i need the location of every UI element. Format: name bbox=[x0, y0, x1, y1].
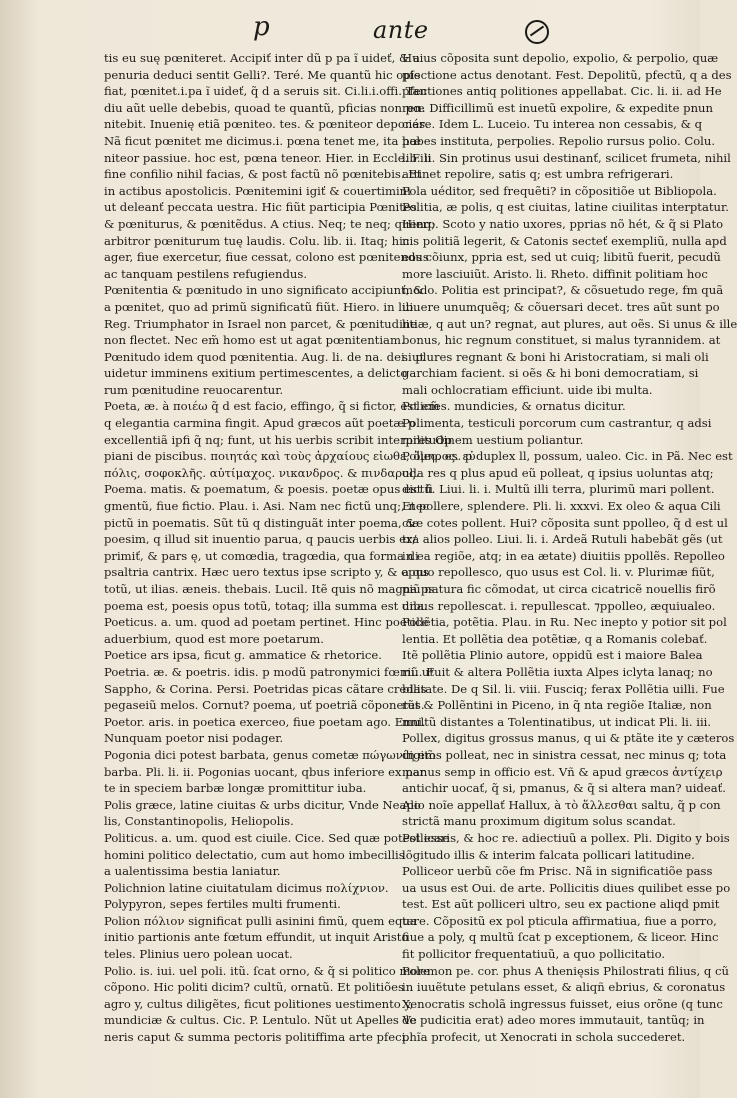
text-line: Politicus. a. um. quod est ciuile. Cice. Sed quæ potest esse bbox=[104, 830, 450, 845]
text-line: in ea regiõe, atq; in ea ætate) diuitiis ppollẽs. Repolleo bbox=[402, 548, 725, 563]
text-line: Reg. Triumphator in Israel non parcet, & pœnitudine bbox=[104, 316, 418, 331]
text-line: ac tanquam pestilens refugiendus. bbox=[104, 266, 308, 281]
text-line: piani de piscibus. ποιητάς καὶ τοὺς ἀρχαίους εἰωθε, ὅμηρος. εὐ bbox=[104, 449, 476, 464]
text-line: de pudicitia erat) adeo mores immutauit, tantũq; in bbox=[402, 1013, 705, 1028]
text-line: niteor passiue. hoc est, pœna teneor. Hier. in Eccle. Fili bbox=[104, 150, 432, 165]
text-line: totũ, ut ilias. æneis. thebais. Lucil. Itẽ quis nõ magna ps bbox=[104, 582, 435, 596]
text-line: Poema. matis. & poematum, & poesis. poetæ opus est fi bbox=[104, 482, 433, 497]
text-line: Policies. mundicies, & ornatus dicitur. bbox=[402, 399, 626, 414]
text-line: ua usus est Oui. de arte. Pollicitis diues quilibet esse po bbox=[402, 880, 731, 895]
text-line: q elegantia carmina fingit. Apud græcos aũt poetæ p bbox=[104, 416, 416, 431]
text-line: eos cõiunx, ppria est, sed ut cuiq; libitũ fuerit, pecudũ bbox=[402, 250, 721, 265]
text-line: a pœnitet, quo ad primũ significatũ fiũt. Hiero. in lib. bbox=[104, 299, 417, 314]
text-line: Pœnitudo idem quod pœnitentia. Aug. li. de na. dei. ut bbox=[104, 349, 425, 364]
text-line: tis eu suę pœniteret. Accipiť inter dũ p pa ĩ uideť, & a bbox=[104, 51, 420, 65]
text-line: cõpono. Hic politi dicim? cultũ, ornatũ. Et politiões bbox=[104, 980, 404, 995]
text-line: Politia, æ polis, q est ciuitas, latine ciuilitas interptatur. bbox=[402, 200, 729, 215]
text-line: lis, Constantinopolis, Heliopolis. bbox=[104, 814, 294, 829]
text-line: Hiero. Scoto y natio uxores, pprias nõ hét, & q̃ si Plato bbox=[402, 216, 724, 231]
text-line: fiue a poly, q multũ ſcat p exceptionem, & liceor. Hinc bbox=[402, 930, 719, 945]
text-line: Poetria. æ. & poetris. idis. p modũ patronymici fœmi. ut bbox=[104, 664, 435, 679]
text-line: lõgitudo illis & interim falcata pollicari latitudine. bbox=[402, 847, 695, 862]
text-line: gmentũ, fiue fictio. Plau. i. Asi. Nam nec fictũ unq;, nec bbox=[104, 499, 430, 514]
text-line: Pœnitentia & pœnitudo in uno significato accipiunť, & bbox=[104, 283, 424, 298]
text-line: homini politico delectatio, cum aut homo imbecillis bbox=[104, 847, 405, 862]
running-title: ante bbox=[373, 16, 429, 44]
text-line: in iuuẽtute petulans esset, & aliqñ ebrius, & coronatus bbox=[402, 980, 726, 995]
text-line: Polemon pe. cor. phus A thenięsis Philostrati filius, q cũ bbox=[402, 963, 729, 978]
folio-symbol-icon bbox=[525, 20, 549, 44]
text-line: tere. Cõpositũ ex pol pticula affirmatiua, fiue a porro, bbox=[402, 913, 717, 928]
text-line: rũt & Pollẽntini in Piceno, in q̃ nta regiõe Italiæ, non bbox=[402, 698, 712, 713]
text-line: phĩa profecit, ut Xenocrati in schola succederet. bbox=[402, 1030, 686, 1045]
text-line: arbitror pœniturum tuę laudis. Colu. lib. ii. Itaq; hic bbox=[104, 233, 410, 248]
text-line: bonus, hic regnum constituet, si malus tyrannidem. at bbox=[402, 333, 721, 348]
text-line: Polio. is. iui. uel poli. itũ. ſcat orno, & q̃ si politico more bbox=[104, 963, 430, 978]
text-line: Poetor. aris. in poetica exerceo, fiue poetam ago. Enni. bbox=[104, 714, 426, 729]
text-line: Nã ficut pœnitet me dicimus.i. pœna tenet me, ita pœ bbox=[104, 133, 421, 148]
text-line: attinet repolire, satis q; est umbra refrigerari. bbox=[402, 167, 674, 182]
text-line: multũ distantes a Tolentinatibus, ut indicat Pli. li. iii. bbox=[402, 714, 712, 729]
page-header bbox=[0, 10, 700, 46]
text-line: Poetice ars ipsa, ficut g. ammatice & rhetorice. bbox=[104, 648, 382, 663]
text-line: Polichnion latine ciuitatulam dicimus πολίχνιον. bbox=[104, 880, 389, 895]
text-line: ut deleanť peccata uestra. Hic fiũt participia Pœnites bbox=[104, 200, 417, 215]
text-line: more lasciuiũt. Aristo. li. Rheto. diffinit politiam hoc bbox=[402, 266, 708, 281]
text-line: si plures regnant & boni hi Aristocratiam, si mali oli bbox=[402, 349, 709, 364]
text-line: Nunquam poetor nisi podager. bbox=[104, 731, 284, 746]
text-line: digitos polleat, nec in sinistra cessat, nec minus q; tota bbox=[402, 747, 727, 762]
text-line: Xenocratis scholã ingressus fuisset, eius orõne (q tunc bbox=[402, 996, 723, 1011]
text-line: diu aũt uelle debebis, quoad te quantũ, pficias non pœ bbox=[104, 100, 425, 115]
text-line: test. Est aũt polliceri ultro, seu ex pactione aliqd pmit bbox=[402, 897, 720, 912]
text-line: ren. Difficillimũ est inuetũ expolire, & expedite pnun bbox=[402, 100, 713, 115]
text-line: modo. Politia est principat?, & cõsuetudo rege, fm quã bbox=[402, 283, 724, 298]
text-line: mali ochlocratiam efficiunt. uide ibi multa. bbox=[402, 382, 653, 397]
text-line: ulla res q plus apud eũ polleat, q ipsius uoluntas atq; bbox=[402, 465, 714, 480]
text-line: pfectiones antiq politiones appellabat. Cic. li. ii. ad He bbox=[402, 84, 722, 99]
text-line: πόλις, σοφοκλῆς. αὐτίμαχος. νικανδρος. & πινδαρος. bbox=[104, 465, 420, 480]
text-line: habes instituta, perpolies. Repolio rursus polio. Colu. bbox=[402, 133, 716, 148]
text-line: riũ. Fuit & altera Pollẽtia iuxta Alpes iclyta lanaq; no bbox=[402, 664, 713, 679]
text-line: Alio noĩe appellať Hallux, à τὸ ἅλλεσθαι saltu, q̃ p con bbox=[402, 797, 721, 812]
text-line: teles. Plinius uero polean uocat. bbox=[104, 947, 293, 962]
text-line: a ualentissima bestia laniatur. bbox=[104, 864, 281, 879]
text-line: Et pollere, splendere. Pli. li. xxxvi. Ex oleo & aqua Cili bbox=[402, 499, 721, 514]
text-line: poema est, poesis opus totũ, totaq; illa summa est una. bbox=[104, 598, 428, 613]
text-line: fiat, pœnitet.i.pa ĩ uideť, q̃ d a seruis sit. Ci.li.i.offi. Tan bbox=[104, 84, 427, 99]
text-line: excellentiã ipfi q̃ nq; funt, ut his uerbis scribit interpres Op bbox=[104, 432, 452, 447]
text-line: rum pœnitudine reuocarentur. bbox=[104, 382, 284, 397]
text-line: Huius cõposita sunt depolio, expolio, & perpolio, quæ bbox=[402, 51, 719, 65]
text-line: poesim, q illud sit inuentio parua, q paucis uerbis ex/ bbox=[104, 532, 417, 547]
text-line: a quo repollescο, quo usus est Col. li. v. Plurimæ fiũt, bbox=[402, 565, 715, 580]
text-line: ciare. Idem L. Luceio. Tu interea non cessabis, & q bbox=[402, 117, 703, 132]
text-line: Pollex, digitus grossus manus, q ui & ptãte ite y cæteros bbox=[402, 731, 735, 746]
text-line: nis politiã legerit, & Catonis secteť exempliũ, nulla apd bbox=[402, 233, 727, 248]
text-line: litiæ, q aut un? regnat, aut plures, aut oẽs. Si unus & ille bbox=[402, 316, 737, 331]
text-line: Polion πόλιον significat pulli asinini fimũ, quem equa bbox=[104, 913, 417, 928]
text-line: Pollẽtia, potẽtia. Plau. in Ru. Nec inepto y potior sit pol bbox=[402, 615, 727, 630]
text-line: nitebit. Inuenię etiã pœniteo. tes. & pœniteor deponés. bbox=[104, 117, 429, 132]
text-line: Polliceor uerbũ cõe fm Prisc. Nã in significatiõe pass bbox=[402, 864, 713, 879]
text-line: Polis græce, latine ciuitas & urbs dicitur, Vnde Neapo bbox=[104, 797, 421, 812]
text-line: te in speciem barbæ longæ promittitur iuba. bbox=[104, 781, 367, 796]
text-line: ciæ cotes pollent. Hui? cõposita sunt ppolleo, q̃ d est ul bbox=[402, 515, 728, 530]
text-line: garchiam facient. si oẽs & hi boni democratiam, si bbox=[402, 366, 699, 381]
text-line: lib. ii. Sin protinus usui destinanť, scilicet frumeta, nihil bbox=[402, 150, 731, 165]
text-line: psaltria cantrix. Hæc uero textus ipse scripto y, & opus bbox=[104, 565, 429, 580]
text-line: Poeta, æ. à ποιέω q̃ d est facio, effingo, q̃ si fictor, est em̃ bbox=[104, 399, 440, 414]
text-line: ager, fiue exercetur, fiue cessat, colono est pœnitendus bbox=[104, 250, 429, 265]
right-text-column bbox=[402, 50, 737, 1046]
text-line: piũ natura fic cõmodat, ut circa cicatricẽ nouellis firõ bbox=[402, 582, 716, 596]
text-line: Pola uéditor, sed frequẽti? in cõpositiõe ut Bibliopola. bbox=[402, 183, 717, 198]
text-line: neris caput & summa pectoris politiffima arte pfeci. bbox=[104, 1030, 409, 1045]
text-line: Pogonia dici potest barbata, genus cometæ πώγωνίη em̃ bbox=[104, 747, 436, 762]
text-line: uidetur imminens exitium pertimescentes, a delicto bbox=[104, 366, 408, 381]
text-line: Pollicaris, & hoc re. adiectiuũ a pollex. Pli. Digito y bois bbox=[402, 830, 730, 845]
text-line: in actibus apostolicis. Pœnitemini igiť & couertimini bbox=[104, 183, 411, 198]
text-line: barba. Pli. li. ii. Pogonias uocant, qbus inferiore ex par bbox=[104, 764, 426, 779]
text-line: Polimenta, testiculi porcorum cum castrantur, q adsi bbox=[402, 416, 712, 431]
text-line: pfectione actus denotant. Fest. Depolitũ, pfectũ, q a des bbox=[402, 67, 732, 82]
text-line: dibus repollescat. i. repullescat. ⁊ppolleo, æquiualeo. bbox=[402, 598, 716, 613]
text-line: Sappho, & Corina. Persi. Poetridas picas cãtare credas bbox=[104, 681, 427, 696]
text-line: Poeticus. a. um. quod ad poetam pertinet. Hinc poetice bbox=[104, 615, 429, 630]
text-line: Itẽ pollẽtia Plinio autore, oppidũ est i maiore Balea bbox=[402, 648, 703, 663]
text-line: dictũ. Liui. li. i. Multũ illi terra, plurimũ mari pollent. bbox=[402, 482, 715, 497]
text-line: penuria deduci sentit Gelli?. Teré. Me quantũ hic opis bbox=[104, 67, 421, 82]
text-line: Polleo. es. p duplex ll, possum, ualeo. Cic. in Pã. Nec est bbox=[402, 449, 733, 464]
text-line: pictũ in poematis. Sũt tũ q distinguãt inter poema, & bbox=[104, 515, 416, 530]
text-line: strictã manu proximum digitum solus scandat. bbox=[402, 814, 676, 829]
text-line: bilitate. De q Sil. li. viii. Fusciq; ferax Pollẽtia uilli. Fue bbox=[402, 681, 725, 696]
text-line: uiuere unumquẽq; & cõuersari decet. tres aũt sunt po bbox=[402, 299, 720, 314]
text-line: agro y, cultus diligẽtes, ficut politiones uestimento y, bbox=[104, 996, 414, 1011]
text-line: Polypyron, sepes fertiles multi frumenti. bbox=[104, 897, 341, 912]
left-text-column bbox=[104, 50, 476, 1046]
text-line: fine confilio nihil facias, & post factũ nõ pœnitebis. Et bbox=[104, 167, 422, 182]
signature-mark: p bbox=[253, 12, 270, 42]
text-line: pegaseiũ melos. Cornut? poema, uť poetriã cõponetes. bbox=[104, 698, 425, 713]
text-line: antichir uocať, q̃ si, pmanus, & q̃ si altera man? uideať. bbox=[402, 781, 726, 796]
text-line: aduerbium, quod est more poetarum. bbox=[104, 631, 324, 646]
text-line: primiť, & pars ę, ut comœdia, tragœdia, qua forma di bbox=[104, 548, 419, 563]
text-line: non flectet. Nec em̃ homo est ut agat pœnitentiam. bbox=[104, 333, 405, 348]
text-line: mundiciæ & cultus. Cic. P. Lentulo. Nũt ut Apelles Ve bbox=[104, 1013, 417, 1028]
text-line: militudinem uestium poliantur. bbox=[402, 432, 584, 447]
text-line: & pœniturus, & pœnitẽdus. A ctius. Neq; te neq; quenq; bbox=[104, 216, 436, 231]
text-line: manus semp in officio est. Vñ & apud græcos ἀντίχειρ bbox=[402, 764, 723, 779]
text-line: initio partionis ante fœtum effundit, ut inquit Aristo bbox=[104, 930, 409, 945]
text-line: fit pollicitor frequentatiuũ, a quo pollicitatio. bbox=[402, 947, 666, 962]
text-line: lentia. Et pollẽtia dea potẽtiæ, q a Romanis colebať. bbox=[402, 631, 708, 646]
text-line: tra alios polleo. Liui. li. i. Ardeã Rutuli habebãt gẽs (ut bbox=[402, 532, 723, 547]
